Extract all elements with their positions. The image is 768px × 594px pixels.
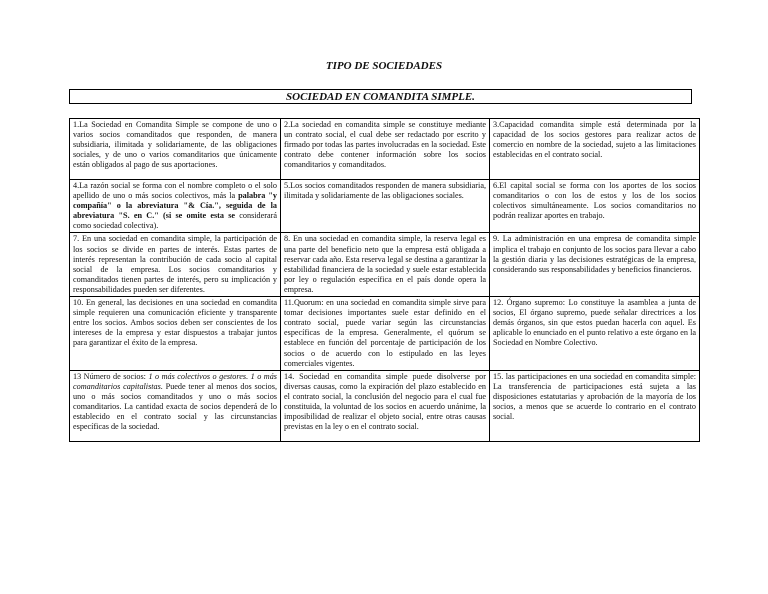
table-row — [70, 370, 700, 441]
item-number: 6. — [493, 181, 500, 190]
item-text: La Sociedad en Comandita Simple se compone de uno o varios socios comanditados que responden, de manera subsidiaria, ilimitada y solidariamente, de las obligaciones sociales, y de uno o varios comanditarios que únicamente están obligados al pago de sus aportaciones. — [73, 120, 277, 170]
item-number: 11. — [284, 298, 294, 308]
table-row — [70, 180, 700, 233]
item-text: Órgano supremo: Lo constituye la asamblea a junta de socios, El órgano supremo, puede señalar directrices a los demás órganos, sin que estos puedan hacerla con aquel. Es aplicable lo enunciado en el punto relativo a este órgano en la Sociedad en Nombre Colectivo. — [493, 298, 696, 348]
item-text: . La administración en una empresa de comandita simple implica el trabajo en conjunto de los socios para llevar a cabo la gestión diaria y las decisiones estratégicas de la empresa, considerando sus responsabilidades y beneficios financieros. — [493, 234, 696, 274]
cell-7 — [70, 233, 281, 297]
document-title: TIPO DE SOCIEDADES — [325, 60, 443, 72]
item-number: 3. — [493, 120, 500, 129]
item-text: La sociedad en comandita simple se constituye mediante un contrato social, el cual debe ser redactado por escrito y firmado por todas las partes involucradas en la sociedad. Este contrato debe contener información sobre los socios comanditarios y comanditados. — [284, 120, 486, 170]
item-text: Los socios comanditados responden de manera subsidiaria, ilimitada y solidariamente de las obligaciones sociales. — [284, 181, 486, 201]
cell-9 — [490, 233, 700, 297]
cell-6 — [490, 180, 700, 233]
item-text: las participaciones en una sociedad en comandita simple: La transferencia de participaciones está sujeta a las disposiciones estatutarias y aprobación de la mayoría de los socios, a menos que se acuerde lo contrario en el contrato social. — [493, 371, 696, 422]
cell-12 — [490, 297, 700, 371]
cell-3 — [490, 119, 700, 180]
table-row — [70, 233, 700, 297]
cell-11 — [281, 297, 490, 371]
item-number: 12. — [493, 298, 504, 308]
table-row — [70, 119, 700, 180]
item-text: En una sociedad en comandita simple, la reserva legal es una parte del beneficio neto que la empresa está obligada a reservar cada año. Esta reserva legal se destina a garantizar la estabilidad financiera de la sociedad y suele estar establecida por ley o regulación específica en el país donde opera la empresa. — [284, 234, 486, 294]
cell-2 — [281, 119, 490, 180]
item-number: 9 — [493, 234, 498, 244]
cell-1 — [70, 119, 281, 180]
cell-13 — [70, 370, 281, 441]
item-number: 2. — [284, 120, 291, 129]
item-text: . En una sociedad en comandita simple, la participación de los socios se divide en partes de interés. Estas partes de interés representan la contribución de cada socio al capital social de la empresa. Los socios comanditarios y comanditados tienen partes de interés, pero su implicación y responsabilidades pueden ser diferentes. — [73, 234, 277, 294]
item-number: 7 — [73, 234, 78, 244]
item-text: La razón social se forma con el nombre completo o el solo apellido de uno o más socios colectivos, más la — [73, 181, 277, 201]
item-text: El capital social se forma con los aportes de los socios comanditarios o con los de estos y los de los socios colectivos simultáneamente. Los socios comanditarios no podrán realizar aportes en trabajo. — [493, 181, 696, 221]
section-heading: SOCIEDAD EN COMANDITA SIMPLE. — [69, 89, 692, 104]
cell-5 — [281, 180, 490, 233]
item-number: 15. — [493, 371, 504, 381]
item-text: Capacidad comandita simple está determinada por la capacidad de los socios gestores para realizar actos de comercio en nombre de la sociedad, sujeto a las limitaciones establecidas en el contrato social. — [493, 120, 696, 160]
item-text: Puede tener al menos dos socios, uno o más socios comanditados y uno o más socios comanditarios. La cantidad exacta de socios dependerá de lo establecido en el contrato social y las circunstancias específicas de la sociedad. — [73, 381, 278, 432]
item-number: 8. — [284, 234, 291, 244]
item-number: 5. — [284, 181, 291, 190]
item-text: En general, las decisiones en una sociedad en comandita simple requieren una comunicación eficiente y transparente entre los socios. Ambos socios deben ser conscientes de los intereses de la empresa y estar dispuestos a trabajar juntos para garantizar el éxito de la empresa. — [73, 298, 277, 348]
item-text-italic: 1 o más colectivos o gestores. 1 o más comanditarios capitalistas. — [73, 371, 277, 391]
info-table — [69, 118, 700, 442]
cell-8 — [281, 233, 490, 297]
cell-14 — [281, 370, 490, 441]
item-text-emphasis: palabra "y compañía" o la abreviatura "& Cía.", seguida de la abreviatura "S. en C." (si se omite esta se — [73, 191, 277, 221]
cell-4 — [70, 180, 281, 233]
item-number: 14. — [284, 371, 295, 381]
item-text: Quorum: en una sociedad en comandita simple sirve para tomar decisiones importantes suele estar definido en el contrato social, puede variar según las circunstancias específicas de la empresa. Generalmente, el quórum se establece en función del porcentaje de participación de los socios o de acuerdo con lo estipulado en las leyes comerciales vigentes. — [284, 298, 486, 368]
cell-10 — [70, 297, 281, 371]
item-text: Número de socios: — [81, 371, 149, 381]
item-number: 1. — [73, 120, 80, 129]
item-text: considerará como sociedad colectiva). — [73, 211, 278, 231]
item-text: Sociedad en comandita simple puede disolverse por diversas causas, como la expiración del plazo establecido en el contrato social, la conclusión del negocio para el cual fue constituida, la voluntad de los socios en acuerdo unánime, la imposibilidad de realizar el objeto social, entre otras causas previstas en la ley o en el contrato social. — [284, 371, 486, 432]
item-number: 10. — [73, 298, 84, 308]
table-row — [70, 297, 700, 371]
item-number: 13 — [73, 371, 82, 381]
cell-15 — [490, 370, 700, 441]
item-number: 4. — [73, 181, 80, 190]
